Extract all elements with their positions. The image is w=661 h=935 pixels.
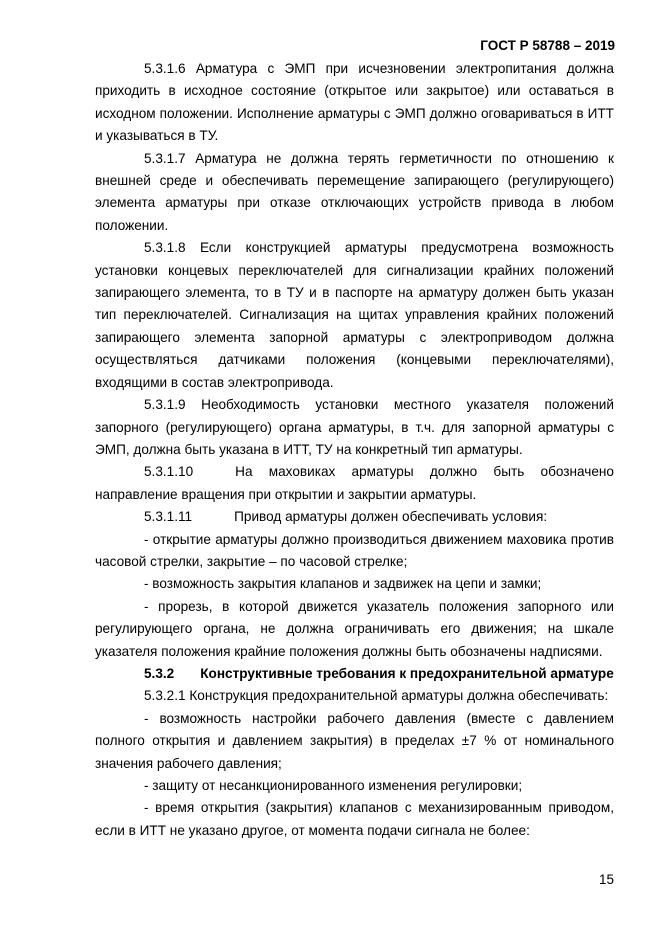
list-item: - открытие арматуры должно производиться движением маховика против часовой стрелки, закрытие – по часовой стрелке;	[95, 531, 614, 569]
clause-5-3-1-10	[95, 461, 614, 506]
list-item: - возможность закрытия клапанов и задвижек на цепи и замки;	[144, 576, 542, 592]
clause-number: 5.3.1.7	[144, 150, 186, 166]
document-body	[95, 58, 614, 842]
clause-number: 5.3.1.8	[144, 240, 186, 256]
list-item: - возможность настройки рабочего давления (вместе с давлением полного открытия и давлением закрытия) в пределах ±7 % от номинального значения рабочего давления;	[95, 710, 614, 771]
clause-text: Арматура с ЭМП при исчезновении электропитания должна приходить в исходное состояние (открытое или закрытое) или оставаться в исходном положении. Исполнение арматуры с ЭМП должно оговариваться в ИТТ и указываться в ТУ.	[95, 61, 614, 144]
list-item: - прорезь, в которой движется указатель положения запорного или регулирующего органа, не должна ограничивать его движения; на шкале указателя положения крайние положения должны быть обозначены надписями.	[95, 598, 614, 659]
page-number: 15	[598, 872, 614, 887]
section-heading-5-3-2	[95, 663, 614, 685]
clause-text: Арматура не должна терять герметичности по отношению к внешней среде и обеспечивать перемещение запирающего (регулирующего) элемента арматуры при отказе отключающих устройств привода в любом положении.	[95, 150, 614, 233]
clause-number: 5.3.1.11	[144, 509, 193, 525]
clause-5-3-2-1	[95, 685, 614, 707]
standard-header: ГОСТ Р 58788 – 2019	[480, 38, 615, 53]
clause-text: Конструкция предохранительной арматуры должна обеспечивать:	[189, 688, 609, 704]
clause-text: Если конструкцией арматуры предусмотрена возможность установки концевых переключателей для сигнализации крайних положений запирающего элемента, то в ТУ и в паспорте на арматуру должен быть указан тип переключателей. Сигнализация на щитах управления крайних положений запирающего элемента запорной арматуры с электроприводом должна осуществляться датчиками положения (концевыми переключателями), входящими в состав электропривода.	[95, 240, 614, 390]
list-item: - время открытия (закрытия) клапанов с механизированным приводом, если в ИТТ не указано другое, от момента подачи сигнала не более:	[95, 800, 614, 838]
clause-text: На маховиках арматуры должно быть обозначено направление вращения при открытии и закрытии арматуры.	[95, 464, 614, 502]
list-item: - защиту от несанкционированного изменения регулировки;	[144, 778, 523, 793]
clause-number: 5.3.1.10	[144, 464, 194, 480]
clause-number: 5.3.1.6	[144, 61, 186, 76]
clause-5-3-1-6	[95, 58, 614, 148]
clause-5-3-1-7	[95, 148, 614, 238]
section-number: 5.3.2	[144, 665, 175, 681]
section-title: Конструктивные требования к предохранительной арматуре	[200, 665, 614, 681]
clause-number: 5.3.2.1	[144, 688, 186, 704]
clause-5-3-1-9	[95, 394, 614, 461]
clause-number: 5.3.1.9	[144, 397, 186, 413]
clause-5-3-1-8	[95, 237, 614, 394]
clause-text: Привод арматуры должен обеспечивать условия:	[234, 509, 548, 525]
clause-text: Необходимость установки местного указателя положений запорного (регулирующего) органа арматуры, в т.ч. для запорной арматуры с ЭМП, должна быть указана в ИТТ, ТУ на конкретный тип арматуры.	[95, 397, 614, 457]
clause-5-3-1-11	[95, 506, 614, 528]
